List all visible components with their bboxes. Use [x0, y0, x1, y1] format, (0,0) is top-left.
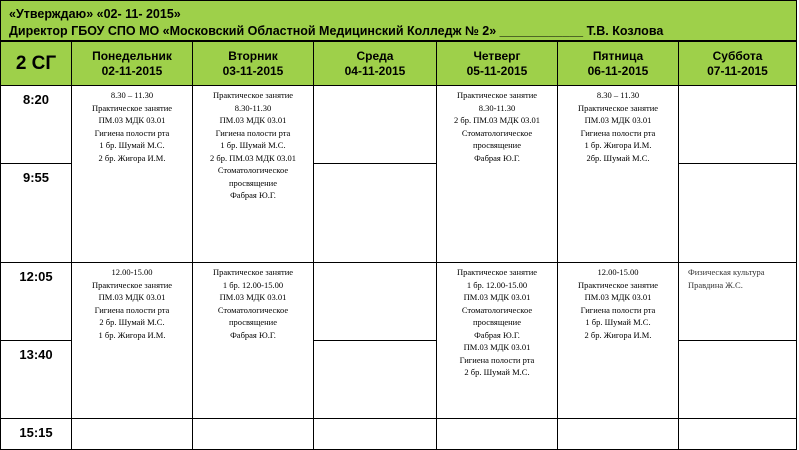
- empty-cell: [314, 341, 437, 419]
- lesson-line: Фабрая Ю.Г.: [230, 190, 276, 200]
- lesson-line: Практическое занятие: [456, 267, 538, 277]
- lesson-tue-morning: [193, 86, 314, 263]
- lesson-line: 1 бр. Шумай М.С.: [585, 317, 651, 327]
- approval-header: [0, 0, 797, 41]
- empty-cell: [314, 164, 437, 263]
- lesson-line: просвящение: [228, 317, 278, 327]
- empty-cell: [679, 419, 797, 450]
- lesson-line: Стоматологическое: [217, 304, 289, 315]
- day-name: Суббота: [712, 48, 763, 63]
- schedule-table: [0, 41, 797, 450]
- lesson-line: Стоматологическое: [461, 304, 533, 315]
- day-date: 06-11-2015: [587, 63, 649, 78]
- lesson-line: 2 бр. ПМ.03 МДК 03.01: [210, 152, 296, 163]
- day-date: 07-11-2015: [707, 63, 768, 78]
- lesson-line: просвящение: [228, 177, 278, 188]
- lesson-line: просвящение: [472, 317, 522, 327]
- time-slot-1: 8:20: [1, 86, 72, 164]
- lesson-line: 8.30 – 11.30: [596, 90, 640, 100]
- time-slot-2: 9:55: [1, 164, 72, 263]
- lesson-line: Практическое занятие: [212, 90, 294, 100]
- lesson-line: Гигиена полости рта: [459, 354, 535, 365]
- lesson-line: 2 бр. Жигора И.М.: [584, 329, 652, 340]
- day-date: 03-11-2015: [222, 63, 284, 78]
- lesson-line: ПМ.03 МДК 03.01: [219, 292, 287, 302]
- lesson-line: просвящение: [472, 140, 522, 150]
- lesson-line: 2 бр. Шумай М.С.: [99, 317, 165, 327]
- day-date: 02-11-2015: [101, 63, 163, 78]
- lesson-line: Гигиена полости рта: [580, 304, 656, 315]
- lesson-line: Практическое занятие: [91, 279, 173, 290]
- time-slot-4: 13:40: [1, 341, 72, 419]
- lesson-line: 12.00-15.00: [597, 267, 639, 277]
- lesson-line: Практическое занятие: [577, 102, 659, 113]
- lesson-fri-afternoon: [558, 263, 679, 419]
- lesson-line: Стоматологическое: [461, 127, 533, 138]
- lesson-line: Гигиена полости рта: [215, 127, 291, 138]
- lesson-line: ПМ.03 МДК 03.01: [219, 115, 287, 125]
- lesson-line: 1 бр. 12.00-15.00: [222, 279, 284, 290]
- lesson-line: ПМ.03 МДК 03.01: [584, 115, 652, 125]
- lesson-line: ПМ.03 МДК 03.01: [98, 292, 166, 302]
- day-header-sat: [679, 42, 797, 86]
- empty-cell: [314, 86, 437, 164]
- empty-cell: [437, 419, 558, 450]
- time-row-1: [1, 86, 797, 164]
- time-row-3: [1, 263, 797, 341]
- day-header-tue: [193, 42, 314, 86]
- lesson-tue-afternoon: [193, 263, 314, 419]
- lesson-line: 8.30 – 11.30: [110, 90, 154, 100]
- lesson-line: 12.00-15.00: [111, 267, 153, 277]
- lesson-line: Физическая культура: [688, 267, 765, 277]
- day-name: Четверг: [473, 48, 521, 63]
- lesson-line: 2бр. Шумай М.С.: [586, 152, 650, 163]
- lesson-line: ПМ.03 МДК 03.01: [98, 115, 166, 125]
- group-label: 2 СГ: [1, 42, 72, 86]
- director-line: Директор ГБОУ СПО МО «Московский Областной Медицинский Колледж № 2» ____________ Т.В. Козлова: [9, 24, 664, 38]
- lesson-thu-afternoon: [437, 263, 558, 419]
- lesson-line: 8.30-11.30: [234, 102, 272, 113]
- lesson-fri-morning: [558, 86, 679, 263]
- lesson-line: 1 бр. Жигора И.М.: [584, 140, 652, 150]
- empty-cell: [558, 419, 679, 450]
- lesson-line: Практическое занятие: [91, 102, 173, 113]
- day-date: 05-11-2015: [466, 63, 528, 78]
- day-header-mon: [72, 42, 193, 86]
- lesson-line: 2 бр. Жигора И.М.: [98, 152, 166, 163]
- day-header-thu: [437, 42, 558, 86]
- lesson-line: Гигиена полости рта: [580, 127, 656, 138]
- lesson-line: Практическое занятие: [212, 267, 294, 277]
- empty-cell: [72, 419, 193, 450]
- lesson-line: Гигиена полости рта: [94, 127, 170, 138]
- lesson-line: Правдина Ж.С.: [688, 279, 743, 290]
- lesson-line: Фабрая Ю.Г.: [474, 329, 520, 340]
- empty-cell: [193, 419, 314, 450]
- lesson-mon-afternoon: [72, 263, 193, 419]
- time-slot-3: 12:05: [1, 263, 72, 341]
- lesson-line: 2 бр. Шумай М.С.: [464, 367, 530, 377]
- lesson-line: 1 бр. 12.00-15.00: [466, 279, 528, 290]
- lesson-line: 1 бр. Жигора И.М.: [98, 329, 166, 340]
- lesson-line: 1 бр. Шумай М.С.: [220, 140, 286, 150]
- lesson-line: ПМ.03 МДК 03.01: [584, 292, 652, 302]
- lesson-line: Практическое занятие: [577, 279, 659, 290]
- day-name: Пятница: [592, 48, 644, 63]
- time-slot-5: 15:15: [1, 419, 72, 450]
- lesson-line: ПМ.03 МДК 03.01: [463, 292, 531, 302]
- lesson-line: Стоматологическое: [217, 165, 289, 175]
- lesson-line: Фабрая Ю.Г.: [474, 152, 520, 163]
- lesson-mon-morning: [72, 86, 193, 263]
- day-date: 04-11-2015: [344, 63, 406, 78]
- lesson-line: 1 бр. Шумай М.С.: [99, 140, 165, 150]
- lesson-line: 8.30-11.30: [478, 102, 516, 113]
- day-header-fri: [558, 42, 679, 86]
- empty-cell: [314, 419, 437, 450]
- day-name: Среда: [356, 48, 394, 63]
- lesson-line: ПМ.03 МДК 03.01: [463, 342, 531, 352]
- day-name: Понедельник: [92, 48, 172, 63]
- lesson-line: Гигиена полости рта: [94, 304, 170, 315]
- empty-cell: [679, 341, 797, 419]
- empty-cell: [679, 164, 797, 263]
- empty-cell: [314, 263, 437, 341]
- lesson-thu-morning: [437, 86, 558, 263]
- lesson-sat-afternoon: [679, 263, 797, 341]
- day-header-wed: [314, 42, 437, 86]
- day-name: Вторник: [228, 48, 278, 63]
- approval-line: «Утверждаю» «02- 11- 2015»: [9, 7, 181, 21]
- lesson-line: 2 бр. ПМ.03 МДК 03.01: [454, 115, 540, 125]
- empty-cell: [679, 86, 797, 164]
- lesson-line: Практическое занятие: [456, 90, 538, 100]
- time-row-5: [1, 419, 797, 450]
- day-header-row: [1, 42, 797, 86]
- lesson-line: Фабрая Ю.Г.: [230, 329, 276, 340]
